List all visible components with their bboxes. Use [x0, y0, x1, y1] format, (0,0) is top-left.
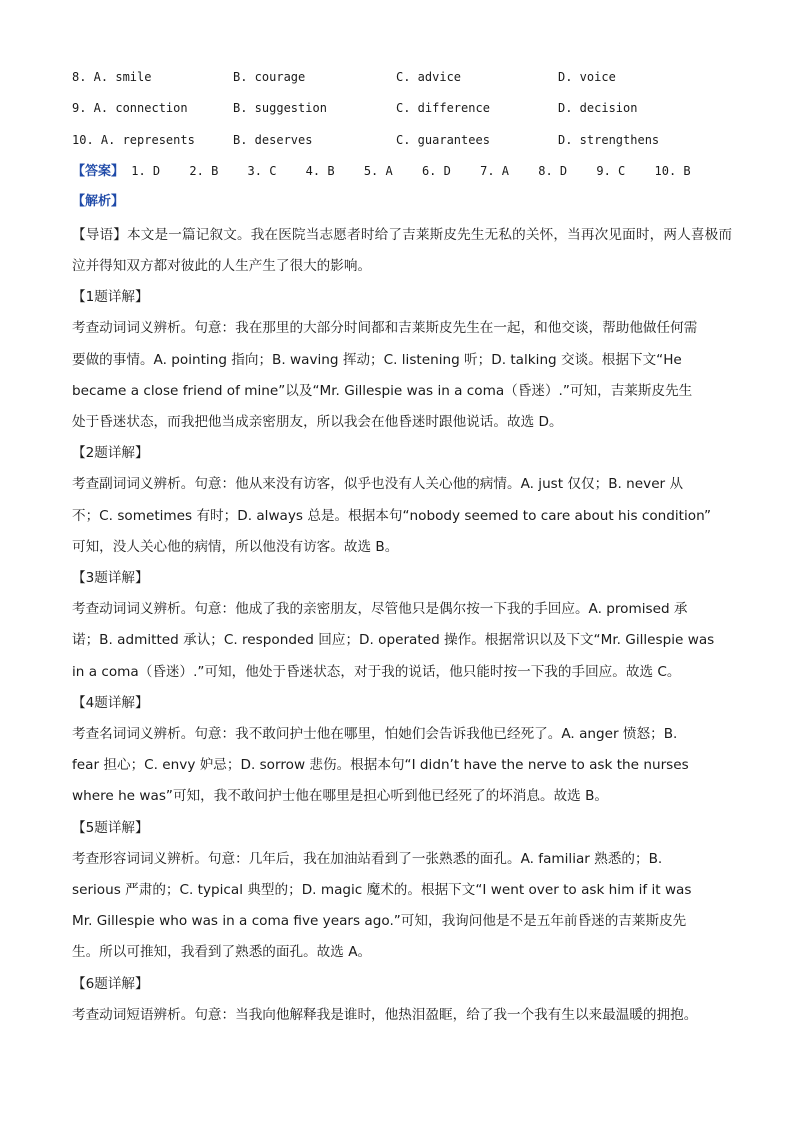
answer-tag: 【答案】: [72, 163, 125, 179]
option-row-8: [72, 64, 732, 95]
answer-item: 10. B: [654, 163, 691, 178]
option-c: C. guarantees: [396, 132, 490, 147]
explanation-line: where he was”可知，我不敢问护士他在哪里是担心听到他已经死了的坏消息。故选 B。: [72, 788, 608, 805]
explanation-line: fear 担心；C. envy 妒忌；D. sorrow 悲伤。根据本句“I didn’t have the nerve to ask the nurses: [72, 757, 689, 774]
options-block: [72, 64, 732, 158]
answer-item: 8. D: [538, 163, 568, 178]
option-row-10: [72, 127, 732, 158]
option-b: B. suggestion: [233, 101, 327, 116]
option-d: D. strengthens: [558, 132, 660, 147]
explanation-line: became a close friend of mine”以及“Mr. Gillespie was in a coma（昏迷）.”可知，吉莱斯皮先生: [72, 382, 693, 399]
answer-item: 4. B: [305, 163, 335, 178]
answer-item: 6. D: [421, 163, 451, 178]
section-heading: 【6题详解】: [72, 975, 149, 992]
explanation-line: 可知，没人关心他的病情，所以他没有访客。故选 B。: [72, 538, 399, 555]
option-c: C. difference: [396, 101, 490, 116]
section-heading: 【3题详解】: [72, 570, 149, 587]
explanation-sections: [72, 282, 732, 1031]
section-heading: 【5题详解】: [72, 819, 149, 836]
explanation-line: in a coma（昏迷）.”可知，他处于昏迷状态，对于我的说话，他只能时按一下我的手回应。故选 C。: [72, 663, 681, 680]
section-heading: 【1题详解】: [72, 289, 149, 306]
explanation-line: 考查动词词义辨析。句意：他成了我的亲密朋友，尽管他只是偶尔按一下我的手回应。A. promised 承: [72, 601, 688, 618]
answer-item: 3. C: [247, 163, 277, 178]
explanation-line: Mr. Gillespie who was in a coma five years ago.”可知，我询问他是不是五年前昏迷的吉莱斯皮先: [72, 913, 687, 930]
document-page: [72, 64, 732, 1031]
explanation-line: 处于昏迷状态，而我把他当成亲密朋友，所以我会在他昏迷时跟他说话。故选 D。: [72, 414, 563, 431]
option-row-9: [72, 95, 732, 126]
option-a: 8. A. smile: [72, 70, 152, 84]
guide-paragraph: 【导语】本文是一篇记叙文。我在医院当志愿者时给了吉莱斯皮先生无私的关怀，当再次见面时，两人喜极而泣并得知双方都对彼此的人生产生了很大的影响。: [72, 226, 732, 275]
answer-item: 2. B: [189, 163, 219, 178]
section-heading: 【4题详解】: [72, 694, 149, 711]
explanation-line: 生。所以可推知，我看到了熟悉的面孔。故选 A。: [72, 944, 372, 961]
analysis-heading: 【解析】: [72, 193, 125, 209]
explanation-line: 考查形容词词义辨析。句意：几年后，我在加油站看到了一张熟悉的面孔。A. familiar 熟悉的；B.: [72, 850, 663, 867]
answer-row: [72, 158, 732, 189]
explanation-line: 考查动词词义辨析。句意：我在那里的大部分时间都和吉莱斯皮先生在一起，和他交谈，帮助他做任何需: [72, 320, 698, 337]
option-d: D. decision: [558, 101, 638, 116]
explanation-line: serious 严肃的；C. typical 典型的；D. magic 魔术的。根据下文“I went over to ask him if it was: [72, 882, 692, 899]
explanation-line: 考查副词词义辨析。句意：他从来没有访客，似乎也没有人关心他的病情。A. just 仅仅；B. never 从: [72, 476, 684, 493]
answer-item: 1. D: [131, 163, 161, 178]
section-heading: 【2题详解】: [72, 445, 149, 462]
option-d: D. voice: [558, 70, 616, 84]
explanation-line: 考查名词词义辨析。句意：我不敢问护士他在哪里，怕她们会告诉我他已经死了。A. anger 愤怒；B.: [72, 726, 678, 743]
answer-item: 5. A: [363, 163, 393, 178]
answer-item: 7. A: [480, 163, 509, 178]
answer-item: 9. C: [596, 163, 626, 178]
option-a: 10. A. represents: [72, 132, 195, 147]
option-b: B. courage: [233, 70, 306, 84]
explanation-line: 不；C. sometimes 有时；D. always 总是。根据本句“nobody seemed to care about his condition”: [72, 507, 712, 524]
explanation-line: 要做的事情。A. pointing 指向；B. waving 挥动；C. listening 听；D. talking 交谈。根据下文“He: [72, 351, 682, 368]
explanation-line: 考查动词短语辨析。句意：当我向他解释我是谁时，他热泪盈眶，给了我一个我有生以来最温暖的拥抱。: [72, 1006, 698, 1023]
option-b: B. deserves: [233, 132, 313, 147]
option-a: 9. A. connection: [72, 101, 188, 116]
explanation-line: 诺；B. admitted 承认；C. responded 回应；D. operated 操作。根据常识以及下文“Mr. Gillespie was: [72, 632, 715, 649]
option-c: C. advice: [396, 70, 462, 84]
